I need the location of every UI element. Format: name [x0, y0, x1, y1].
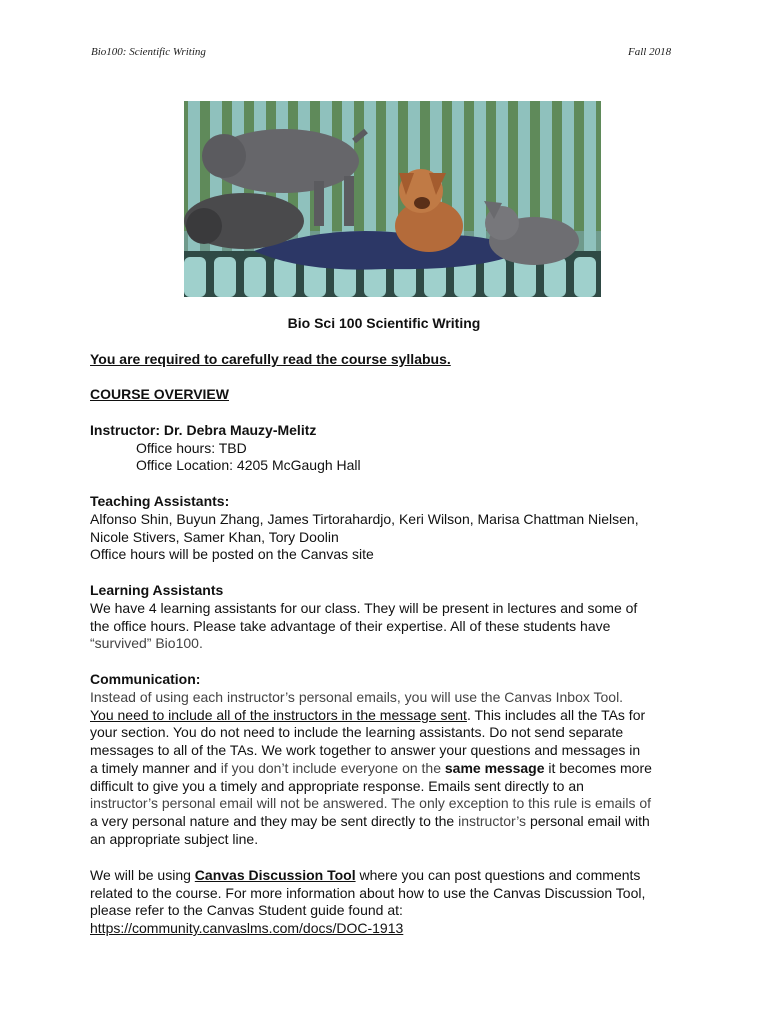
comm-line-4: messages to all of the TAs. We work together to answer your questions and messages in	[90, 742, 641, 758]
las-heading: Learning Assistants	[90, 582, 224, 598]
syllabus-notice: You are required to carefully read the course syllabus.	[90, 351, 451, 367]
canvas-guide-link[interactable]: https://community.canvaslms.com/docs/DOC-1913	[90, 920, 404, 936]
comm-line-8: a very personal nature and they may be sent directly to the instructor’s personal email with	[90, 813, 650, 829]
comm-same-message: same message	[444, 760, 545, 776]
header-term: Fall 2018	[628, 46, 672, 58]
instructor-line: Instructor: Dr. Debra Mauzy-Melitz	[90, 422, 317, 438]
instructor-office-location: Office Location: 4205 McGaugh Hall	[136, 457, 361, 473]
comm-line-3: your section. You do not need to include the learning assistants. Do not send separate	[90, 724, 624, 740]
comm-line-6: difficult to give you a timely and appropriate response. Emails sent directly to an	[90, 778, 584, 794]
las-text-3: “survived” Bio100.	[90, 635, 203, 651]
discussion-line-1: We will be using Canvas Discussion Tool where you can post questions and comments	[90, 867, 641, 883]
las-text-2: the office hours. Please take advantage of their expertise. All of these students have	[90, 618, 611, 634]
instructor-office-hours: Office hours: TBD	[136, 440, 247, 456]
overview-heading: COURSE OVERVIEW	[90, 386, 229, 402]
tas-names-2: Nicole Stivers, Samer Khan, Tory Doolin	[90, 529, 339, 545]
comm-line-5: a timely manner and if you don’t include everyone on the same message it becomes more	[90, 760, 652, 776]
comm-line-9: an appropriate subject line.	[90, 831, 259, 847]
comm-line-1: Instead of using each instructor’s personal emails, you will use the Canvas Inbox Tool.	[90, 689, 624, 705]
tas-names-1: Alfonso Shin, Buyun Zhang, James Tirtorahardjo, Keri Wilson, Marisa Chattman Nielsen,	[90, 511, 639, 527]
tas-office-hours: Office hours will be posted on the Canvas site	[90, 546, 374, 562]
las-text-1: We have 4 learning assistants for our class. They will be present in lectures and some of	[90, 600, 638, 616]
discussion-line-3: please refer to the Canvas Student guide found at:	[90, 902, 403, 918]
comm-line-7: instructor’s personal email will not be answered. The only exception to this rule is emails of	[90, 795, 652, 811]
puppies-photo	[184, 101, 601, 297]
canvas-discussion-tool: Canvas Discussion Tool	[194, 867, 356, 883]
document-title: Bio Sci 100 Scientific Writing	[287, 315, 481, 331]
discussion-line-2: related to the course. For more information about how to use the Canvas Discussion Tool,	[90, 885, 646, 901]
comm-include-all-instructors: You need to include all of the instructors in the message sent	[90, 707, 467, 723]
discussion-link-row	[90, 920, 403, 938]
tas-heading: Teaching Assistants:	[90, 493, 230, 509]
comm-line-2: You need to include all of the instructors in the message sent. This includes all the TAs for	[90, 707, 646, 723]
comm-heading: Communication:	[90, 671, 201, 687]
header-course: Bio100: Scientific Writing	[91, 46, 206, 58]
